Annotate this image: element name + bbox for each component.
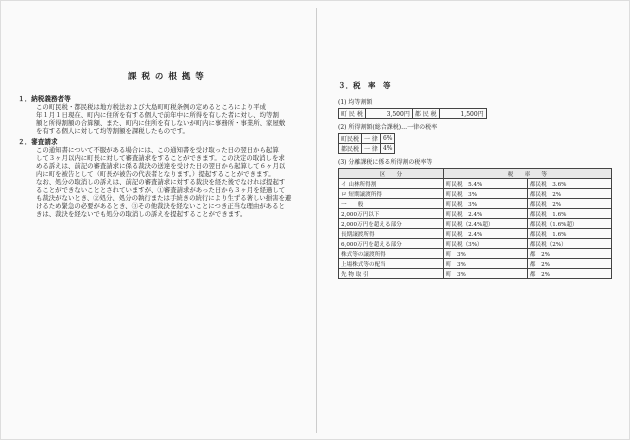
table-cell: 都民税 bbox=[339, 144, 362, 154]
table-cell: 3,500円 bbox=[365, 109, 412, 119]
table-cell: 町 3% bbox=[443, 269, 527, 279]
table-cell: イ 山林所得割 bbox=[339, 179, 444, 189]
t3-caption: (3) 分離課税に係る所得割の税率等 bbox=[338, 159, 433, 166]
body-line: この町民税・都民税は地方税法および大島町町税条例の定めるところにより平成 bbox=[36, 103, 267, 111]
body-line: なお、処分の取消しの訴えは、前記の審査請求に対する裁決を経た後でなければ提起す bbox=[36, 178, 286, 186]
table-row bbox=[339, 239, 612, 249]
body-line: 年１月１日現在、町内に住所を有する個人で前年中に所得を有した者に対し、均等割 bbox=[36, 111, 279, 119]
body-line: この通知書について不服がある場合には、この通知書を受け取った日の翌日から起算 bbox=[36, 146, 279, 154]
table-cell: 都 民 税 bbox=[412, 109, 439, 119]
table-row bbox=[339, 219, 612, 229]
body-line: を有する個人に対して均等割額を課税したものです。 bbox=[36, 127, 189, 135]
table-cell: 2,000万円以下 bbox=[339, 209, 444, 219]
table-row bbox=[339, 269, 612, 279]
table-row bbox=[339, 259, 612, 269]
table-cell: 都民税（1.6%超） bbox=[527, 219, 611, 229]
table-row bbox=[339, 109, 487, 119]
table-cell: 都 2% bbox=[527, 259, 611, 269]
per-capita-table bbox=[338, 108, 487, 119]
body-line: ることができないこととされていますが、①審査請求があった日から３ヶ月を経過して bbox=[36, 186, 286, 194]
body-line: める訴えは、前記の審査請求に係る裁決の送達を受けた日の翌日から起算して６ヶ月以 bbox=[36, 162, 286, 170]
body-line: して３ヶ月以内に町長に対して審査請求をすることができます。この決定の取消しを求 bbox=[36, 154, 285, 162]
table-cell: 長期譲渡所得 bbox=[339, 229, 444, 239]
table-row bbox=[339, 209, 612, 219]
table-cell: 上場株式等の配当 bbox=[339, 259, 444, 269]
doc-title: 課 税 の 根 拠 等 bbox=[128, 72, 205, 82]
table-cell: 株式等の譲渡所得 bbox=[339, 249, 444, 259]
table-row bbox=[339, 189, 612, 199]
table-cell: 町民税 3% bbox=[443, 199, 527, 209]
section2-body bbox=[36, 146, 306, 218]
table-cell: 町 民 税 bbox=[339, 109, 366, 119]
table-cell: 2,000万円を超える部分 bbox=[339, 219, 444, 229]
table-row bbox=[339, 249, 612, 259]
table-cell: 都民税（2%） bbox=[527, 239, 611, 249]
income-rate-table bbox=[338, 133, 395, 154]
table-cell: 先 物 取 引 bbox=[339, 269, 444, 279]
table-row bbox=[339, 179, 612, 189]
separate-tax-table bbox=[338, 168, 612, 279]
section2-heading: ２．審査請求 bbox=[18, 138, 58, 146]
table-cell: 町民税 bbox=[339, 134, 362, 144]
body-line: きは、裁決を経ないでも処分の取消しの訴えを提起することができます。 bbox=[36, 210, 247, 218]
table-cell: 都民税 2% bbox=[527, 199, 611, 209]
table-cell: 4% bbox=[380, 144, 395, 154]
table-cell: 町民税 2.4% bbox=[443, 209, 527, 219]
table-cell: 一 律 bbox=[362, 144, 381, 154]
body-line: けるため緊急の必要があるとき、③その他裁決を経ないことにつき正当な理由があると bbox=[36, 202, 285, 210]
table-cell: 一 律 bbox=[362, 134, 381, 144]
table-cell: 都民税 1.6% bbox=[527, 229, 611, 239]
table-cell: 一 般 bbox=[339, 199, 444, 209]
table-row bbox=[339, 229, 612, 239]
table-cell: 町 3% bbox=[443, 259, 527, 269]
table-cell: 町民税（3%） bbox=[443, 239, 527, 249]
table-header-cell: 区 分 bbox=[339, 169, 444, 179]
left-column bbox=[18, 92, 306, 218]
table-row bbox=[339, 134, 395, 144]
table-cell: 都民税 1.6% bbox=[527, 209, 611, 219]
table-row bbox=[339, 199, 612, 209]
right-column bbox=[338, 80, 614, 279]
section1-body bbox=[36, 103, 306, 135]
table-row bbox=[339, 144, 395, 154]
table-cell: 町民税 2.4% bbox=[443, 229, 527, 239]
table-cell: 1,500円 bbox=[439, 109, 486, 119]
table-cell: 町 3% bbox=[443, 249, 527, 259]
table-header-row bbox=[339, 169, 612, 179]
center-fold bbox=[316, 8, 317, 433]
table-cell: 都 2% bbox=[527, 249, 611, 259]
t2-caption: (2) 所得割額(総合課税)…一律の税率 bbox=[338, 124, 438, 131]
table-cell: 都民税 3.6% bbox=[527, 179, 611, 189]
table-cell: 町民税（2.4%超） bbox=[443, 219, 527, 229]
table-cell: 町民税 5.4% bbox=[443, 179, 527, 189]
t1-caption: (1) 均等割額 bbox=[338, 99, 373, 106]
table-cell: 町民税 3% bbox=[443, 189, 527, 199]
tax-rate-heading: ３．税 率 等 bbox=[338, 81, 391, 90]
section1-heading: １．納税義務者等 bbox=[18, 95, 71, 103]
body-line: も裁決がないとき、②処分、処分の執行または手続きの続行により生ずる著しい損害を避 bbox=[36, 194, 292, 202]
body-line: 内に町を被告として（町長が被告の代表者となります。）提起することができます。 bbox=[36, 170, 275, 178]
table-cell: ロ 短期譲渡所得 bbox=[339, 189, 444, 199]
table-cell: 6% bbox=[380, 134, 395, 144]
body-line: 額と所得割額の合算額、また、町内に住所を有しないが町内に事務所・事業所、家屋敷 bbox=[36, 119, 286, 127]
table-header-cell: 税 率 等 bbox=[443, 169, 611, 179]
table-cell: 都 2% bbox=[527, 269, 611, 279]
table-cell: 6,000万円を超える部分 bbox=[339, 239, 444, 249]
table-cell: 都民税 2% bbox=[527, 189, 611, 199]
